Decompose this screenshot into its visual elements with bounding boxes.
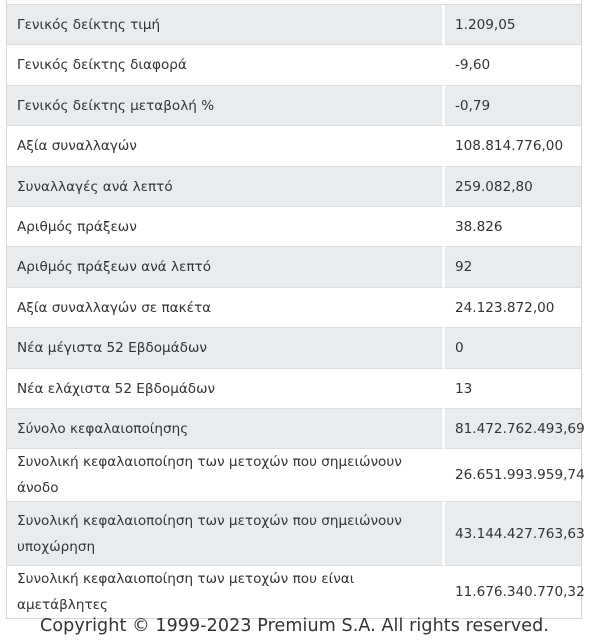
row-value: 1.209,05: [445, 5, 581, 45]
row-label: Αριθμός πράξεων ανά λεπτό: [7, 247, 445, 288]
row-value: 0: [445, 328, 581, 369]
row-value: 11.676.340.770,32: [445, 566, 581, 618]
stats-table: [7, 5, 585, 618]
table-row: [7, 369, 581, 409]
table-row: [7, 86, 581, 126]
row-value: 81.472.762.493,69: [445, 409, 581, 449]
row-value: 108.814.776,00: [445, 126, 581, 167]
table-row: [7, 502, 581, 566]
table-row: [7, 207, 581, 247]
table-row: [7, 328, 581, 369]
table-row: [7, 45, 581, 86]
row-label: Συνολική κεφαλαιοποίηση των μετοχών που είναι αμετάβλητες: [7, 566, 445, 618]
row-value: 38.826: [445, 207, 581, 247]
row-label: Γενικός δείκτης διαφορά: [7, 45, 445, 86]
table-row: [7, 566, 581, 618]
table-row: [7, 409, 581, 449]
row-value: 26.651.993.959,74: [445, 449, 581, 502]
row-value: -9,60: [445, 45, 581, 86]
market-stats-table: [6, 0, 585, 619]
table-row: [7, 167, 581, 207]
row-label: Συνολική κεφαλαιοποίηση των μετοχών που σημειώνουν άνοδο: [7, 449, 445, 502]
table-row: [7, 5, 581, 45]
row-label: Νέα μέγιστα 52 Εβδομάδων: [7, 328, 445, 369]
row-value: 13: [445, 369, 581, 409]
row-label: Γενικός δείκτης τιμή: [7, 5, 445, 45]
row-label: Γενικός δείκτης μεταβολή %: [7, 86, 445, 126]
table-row: [7, 288, 581, 328]
table-row: [7, 247, 581, 288]
row-value: 259.082,80: [445, 167, 581, 207]
row-label: Αξία συναλλαγών: [7, 126, 445, 167]
table-row: [7, 126, 581, 167]
row-label: Αξία συναλλαγών σε πακέτα: [7, 288, 445, 328]
row-value: 24.123.872,00: [445, 288, 581, 328]
row-label: Σύνολο κεφαλαιοποίησης: [7, 409, 445, 449]
copyright-footer: Copyright © 1999-2023 Premium S.A. All rights reserved.: [40, 616, 549, 636]
row-label: Συνολική κεφαλαιοποίηση των μετοχών που σημειώνουν υποχώρηση: [7, 502, 445, 566]
row-value: 43.144.427.763,63: [445, 502, 581, 566]
row-label: Συναλλαγές ανά λεπτό: [7, 167, 445, 207]
table-row: [7, 449, 581, 502]
row-label: Αριθμός πράξεων: [7, 207, 445, 247]
row-value: 92: [445, 247, 581, 288]
row-value: -0,79: [445, 86, 581, 126]
row-label: Νέα ελάχιστα 52 Εβδομάδων: [7, 369, 445, 409]
